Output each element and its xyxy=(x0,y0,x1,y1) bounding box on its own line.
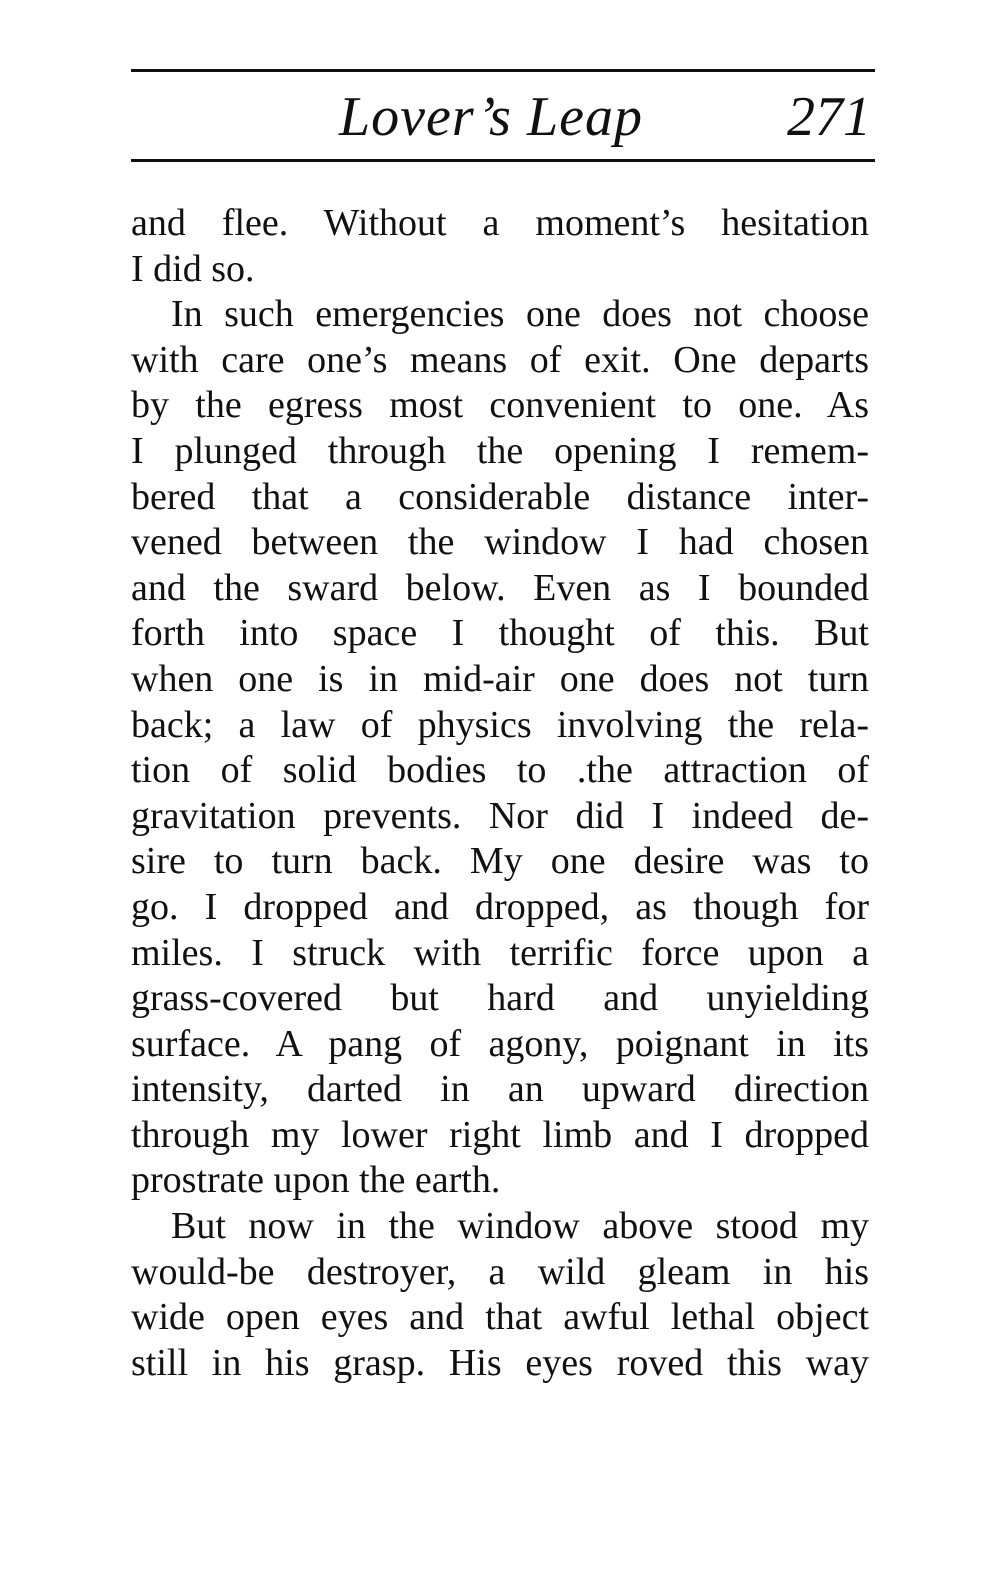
text-line: I did so. xyxy=(131,247,255,290)
text-line: bered that a considerable distance inter- xyxy=(131,475,869,518)
body-text xyxy=(131,201,869,1386)
text-line: and the sward below. Even as I bounded xyxy=(131,566,869,609)
text-line: with care one’s means of exit. One departs xyxy=(131,338,869,381)
text-line: gravitation prevents. Nor did I indeed de- xyxy=(131,794,869,837)
text-line: In such emergencies one does not choose xyxy=(171,293,869,336)
text-line: go. I dropped and dropped, as though for xyxy=(131,885,869,928)
header-top-rule xyxy=(131,69,875,72)
page-number: 271 xyxy=(787,86,871,148)
text-line: would-be destroyer, a wild gleam in his xyxy=(131,1250,869,1293)
text-line: intensity, darted in an upward direction xyxy=(131,1068,869,1111)
text-line: and flee. Without a moment’s hesitation xyxy=(131,202,869,244)
text-line: surface. A pang of agony, poignant in its xyxy=(131,1022,869,1065)
text-line: still in his grasp. His eyes roved this way xyxy=(131,1341,869,1384)
text-line: back; a law of physics involving the rela- xyxy=(131,703,869,746)
text-line: forth into space I thought of this. But xyxy=(131,612,869,655)
text-line: by the egress most convenient to one. As xyxy=(131,384,869,427)
running-head xyxy=(131,82,875,152)
text-line: through my lower right limb and I dropped xyxy=(131,1113,869,1156)
text-line: when one is in mid-air one does not turn xyxy=(131,657,869,700)
text-line: I plunged through the opening I remem- xyxy=(131,429,869,472)
text-line: grass-covered but hard and unyielding xyxy=(131,977,869,1020)
text-line: vened between the window I had chosen xyxy=(131,521,869,564)
text-line: wide open eyes and that awful lethal object xyxy=(131,1296,869,1339)
header-bottom-rule xyxy=(131,159,875,162)
text-line: miles. I struck with terrific force upon a xyxy=(131,931,869,974)
text-line: But now in the window above stood my xyxy=(171,1205,869,1248)
text-line: tion of solid bodies to .the attraction of xyxy=(131,749,869,792)
text-line: prostrate upon the earth. xyxy=(131,1159,501,1202)
running-title: Lover’s Leap xyxy=(339,86,643,148)
text-line: sire to turn back. My one desire was to xyxy=(131,840,869,883)
